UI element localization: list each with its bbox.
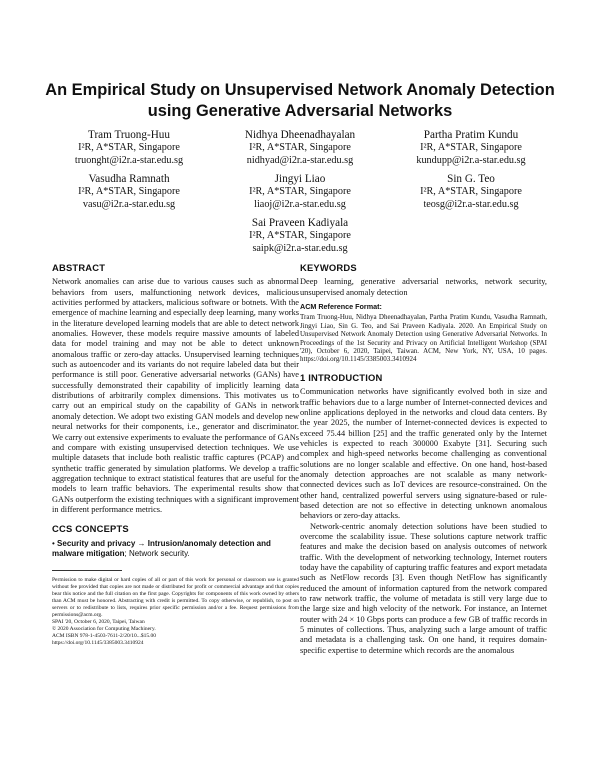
- ccs-part: Security and privacy: [57, 538, 136, 548]
- author-name: Tram Truong-Huu: [88, 129, 170, 141]
- author-affiliation: I²R, A*STAR, Singapore: [78, 186, 180, 197]
- intro-paragraph: Network-centric anomaly detection solutions have been studied to overcome the scalability issue. These solutions capture network traffic features and make the decision based on analysis outcomes of network traffic. With the development of networking technology, Internet routers today have the capability of capturing traffic features and export metadata such as NetFlow records [3]. Even though NetFlow has significantly reduced the amount of information captured from the network compared to raw network traffic, the volume of metadata is still very large due to the large size and high velocity of the network. For instance, an Internet router with 24 × 10 Gbps ports can produce a few GB of traffic records in 5 minutes of collections. Thus, analyzing such a large amount of traffic and metadata is a challenging task. On one hand, it requires domain-specific expertise to determine which records are the anomalous: [300, 521, 547, 655]
- author-email: liaoj@i2r.a-star.edu.sg: [254, 198, 346, 210]
- author: [44, 172, 214, 211]
- author-email: truonght@i2r.a-star.edu.sg: [74, 154, 184, 166]
- author-email: vasu@i2r.a-star.edu.sg: [82, 198, 176, 210]
- left-column: [52, 263, 299, 647]
- author-name: Nidhya Dheenadhayalan: [244, 129, 356, 141]
- author-email: kundupp@i2r.a-star.edu.sg: [416, 154, 526, 166]
- author-name: Partha Pratim Kundu: [423, 129, 519, 141]
- ccs-part: Network security: [128, 549, 188, 558]
- acm-ref-text: Tram Truong-Huu, Nidhya Dheenadhayalan, Partha Pratim Kundu, Vasudha Ramnath, Jingyi Liao, Sin G. Teo, and Sai Praveen Kadiyala. 2020. An Empirical Study on Unsupervised Network Anomaly Detection using Generative Adversarial Networks. In Proceedings of the 1st Security and Privacy on Artificial Intelligent Workshop (SPAI '20), October 6, 2020, Taipei, Taiwan. ACM, New York, NY, USA, 10 pages. https://doi.org/10.1145/3385003.3410924: [300, 313, 547, 364]
- footnote-divider: [52, 570, 122, 571]
- arrow-glyph: →: [137, 538, 146, 548]
- copyright-line: © 2020 Association for Computing Machinery.: [52, 626, 156, 633]
- doi-link[interactable]: https://doi.org/10.1145/3385003.3410924: [52, 639, 144, 646]
- keywords-text: Deep learning, generative adversarial networks, network security, unsupervised anomaly detection: [300, 277, 547, 297]
- author-affiliation: I²R, A*STAR, Singapore: [249, 230, 351, 241]
- author-name: Sai Praveen Kadiyala: [251, 217, 349, 229]
- keywords-heading: KEYWORDS: [300, 262, 357, 273]
- ccs-end: .: [187, 549, 190, 558]
- author-block: [44, 128, 556, 260]
- intro-paragraph: Communication networks have significantly evolved both in size and traffic behaviors due to a large number of Internet-connected devices and online applications deployed in the networks and cloud data centers. By the year 2025, the number of Internet-connected devices is expected to exceed 75.44 billion [25] and the traffic generated only by the Internet vehicles is expected to reach 300000 Exabyte [31]. Securing such complex and high-speed networks become challenging as conventional solutions are no longer scalable and effective. On one hand, host-based anomaly detection approaches are not scalable as many network-connected devices such as IoT devices are resource-constrained. On the other hand, centralized powerful servers using signature-based or rule-based detection are not so effective in detecting unknown anomalous behaviors or zero-day attacks.: [300, 387, 547, 521]
- author-affiliation: I²R, A*STAR, Singapore: [78, 142, 180, 153]
- ccs-heading: CCS CONCEPTS: [52, 523, 129, 535]
- author: [215, 216, 385, 255]
- author-name: Vasudha Ramnath: [88, 173, 170, 185]
- right-column: [300, 263, 547, 656]
- author-email: teosg@i2r.a-star.edu.sg: [423, 198, 519, 210]
- intro-heading: 1 INTRODUCTION: [300, 371, 383, 383]
- ccs-separator: ;: [124, 549, 127, 558]
- acm-ref-heading: ACM Reference Format:: [300, 302, 382, 312]
- author-affiliation: I²R, A*STAR, Singapore: [420, 186, 522, 197]
- ccs-part: Intrusion/anomaly detection and malware mitigation: [52, 538, 271, 558]
- author: [215, 128, 385, 167]
- paper-title: An Empirical Study on Unsupervised Network Anomaly Detection using Generative Adversarial Networks: [45, 81, 555, 120]
- author: [386, 172, 556, 211]
- author-affiliation: I²R, A*STAR, Singapore: [249, 142, 351, 153]
- isbn-line: ACM ISBN 978-1-4503-7611-2/20/10...$15.00: [52, 633, 156, 640]
- author-affiliation: I²R, A*STAR, Singapore: [420, 142, 522, 153]
- author: [386, 128, 556, 167]
- abstract-heading: ABSTRACT: [52, 262, 106, 273]
- author-email: saipk@i2r.a-star.edu.sg: [252, 242, 348, 254]
- author-name: Jingyi Liao: [274, 173, 326, 185]
- bullet-glyph: •: [52, 538, 55, 548]
- abstract-text: Network anomalies can arise due to various causes such as abnormal behaviors from users, malfunctioning network devices, malicious activities performed by attackers, malicious software or botnets. With the emergence of machine learning and especially deep learning, many works in the literature developed learning models that are able to detect network anomalies. However, these models require massive amounts of labeled data for model training and may not be able to detect unknown anomalous traffic or zero-day attacks. Unsupervised learning techniques such as autoencoder and its variants do not require labeled data but their performance is still poor. Generative adversarial networks (GANs) have successfully demonstrated their capability of implicitly learning data distributions of arbitrarily complex dimensions. This motivates us to carry out an empirical study on the capability of GANs in network anomaly detection. We adopt two existing GAN models and develop new neural networks for their components, i.e., generator and discriminator. We carry out extensive experiments to evaluate the performance of GANs and compare with existing unsupervised detection techniques. We use multiple datasets that include both realistic traffic captures (PCAP) and synthetic traffic generated by simulation platforms. We develop a traffic aggregation technique to extract statistical features that are useful for the models to learn traffic behaviors. The experimental results show that GANs outperform the existing techniques with a significant improvement in different performance metrics.: [52, 277, 299, 514]
- author-affiliation: I²R, A*STAR, Singapore: [249, 186, 351, 197]
- author: [44, 128, 214, 167]
- author: [215, 172, 385, 211]
- author-name: Sin G. Teo: [447, 173, 495, 185]
- conference-line: SPAI '20, October 6, 2020, Taipei, Taiwan: [52, 619, 145, 626]
- ccs-concepts: [52, 539, 299, 560]
- permission-notice: Permission to make digital or hard copies of all or part of this work for personal or classroom use is granted without fee provided that copies are not made or distributed for profit or commercial advantage and that copies bear this notice and the full citation on the first page. Copyrights for components of this work owned by others than ACM must be honored. Abstracting with credit is permitted. To copy otherwise, or republish, to post on servers or to redistribute to lists, requires prior specific permission and/or a fee. Request permissions from permissions@acm.org.: [52, 577, 299, 619]
- author-email: nidhyad@i2r.a-star.edu.sg: [246, 154, 354, 166]
